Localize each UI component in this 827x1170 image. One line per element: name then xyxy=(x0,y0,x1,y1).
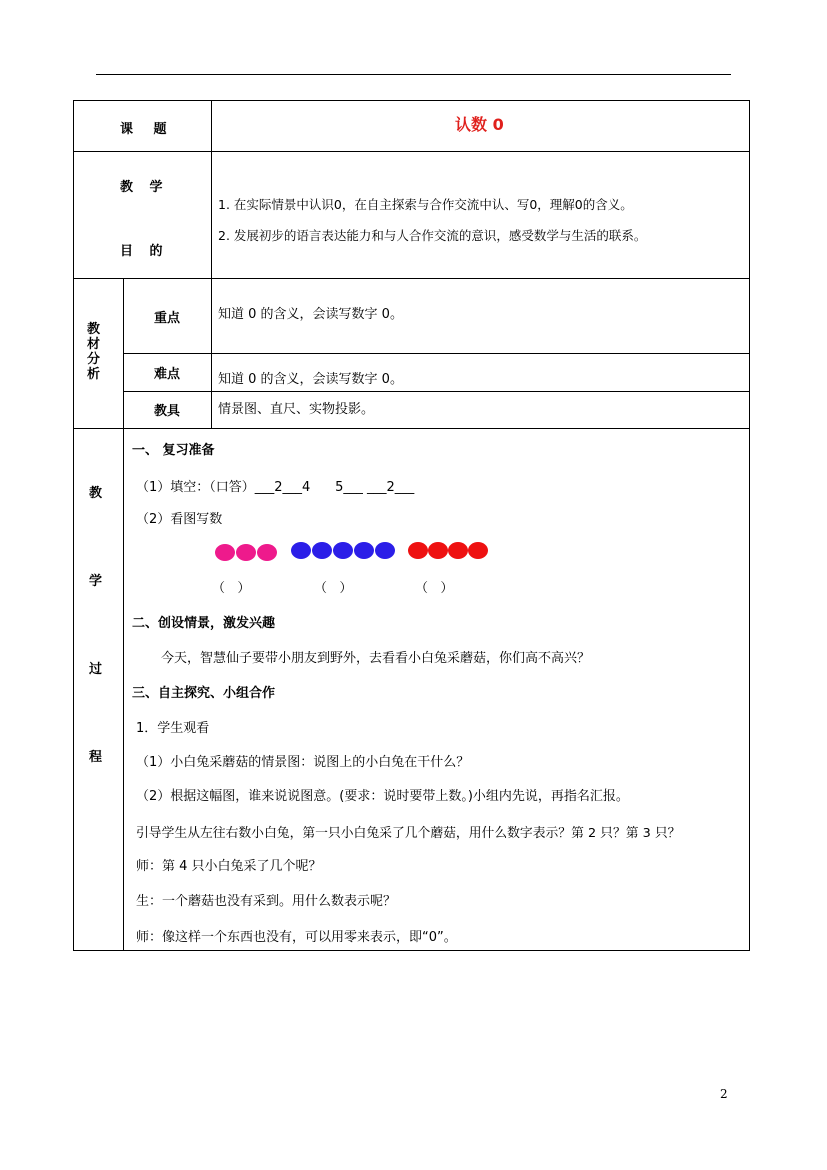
process-line: 师：第 4 只小白兔采了几个呢？ xyxy=(136,859,322,874)
process-line: （1）小白兔采蘑菇的情景图：说图上的小白兔在干什么？ xyxy=(136,755,470,770)
table-col-divider xyxy=(123,278,124,951)
difficulty-text: 知道 0 的含义，会读写数字 0。 xyxy=(218,372,403,387)
analysis-label: 教材分析 xyxy=(87,322,101,382)
red-dot xyxy=(408,542,428,559)
pink-dot xyxy=(215,544,235,561)
section-3-title: 三、自主探究、小组合作 xyxy=(132,686,276,701)
key-point-label: 重点 xyxy=(154,311,181,326)
table-row-divider xyxy=(73,428,749,429)
tools-text: 情景图、直尺、实物投影。 xyxy=(218,402,375,417)
process-line: 1．学生观看 xyxy=(136,721,210,736)
blue-dot xyxy=(312,542,332,559)
process-line: 生：一个蘑菇也没有采到。用什么数表示呢？ xyxy=(136,894,397,909)
blue-dot xyxy=(333,542,353,559)
header-rule xyxy=(96,74,731,75)
process-label-char: 教 xyxy=(89,486,103,501)
process-line: 师：像这样一个东西也没有，可以用零来表示，即“0”。 xyxy=(136,930,457,945)
table-row-divider xyxy=(73,278,749,279)
table-border-bottom xyxy=(73,950,749,951)
difficulty-label: 难点 xyxy=(154,367,181,382)
tools-label: 教具 xyxy=(154,404,181,419)
topic-label: 课 题 xyxy=(120,122,175,137)
goals-label: 目 的 xyxy=(120,244,169,259)
answer-paren: （ ） xyxy=(314,581,353,596)
answer-paren: （ ） xyxy=(415,581,454,596)
goals-label: 教 学 xyxy=(120,180,169,195)
blue-dot xyxy=(375,542,395,559)
table-border-right xyxy=(749,100,750,951)
section-2-text: 今天，智慧仙子要带小朋友到野外，去看看小白兔采蘑菇，你们高不高兴？ xyxy=(161,651,591,666)
table-row-divider xyxy=(123,391,749,392)
table-row-divider xyxy=(123,353,749,354)
process-label-char: 过 xyxy=(89,662,103,677)
section-2-title: 二、创设情景，激发兴趣 xyxy=(132,616,276,631)
see-write-line: （2）看图写数 xyxy=(136,512,223,527)
red-dot xyxy=(448,542,468,559)
blue-dot xyxy=(291,542,311,559)
table-col-divider xyxy=(211,100,212,428)
page-number: 2 xyxy=(720,1087,728,1101)
table-row-divider xyxy=(73,151,749,152)
table-border-left xyxy=(73,100,74,951)
pink-dot xyxy=(236,544,256,561)
process-label-char: 程 xyxy=(89,750,103,765)
red-dot xyxy=(468,542,488,559)
goal-item: 2. 发展初步的语言表达能力和与人合作交流的意识，感受数学与生活的联系。 xyxy=(218,228,647,243)
process-line: 引导学生从左往右数小白兔，第一只小白兔采了几个蘑菇，用什么数字表示？第 2 只？第 3 只？ xyxy=(136,826,681,841)
process-line: （2）根据这幅图，谁来说说图意。(要求：说时要带上数。)小组内先说，再指名汇报。 xyxy=(136,789,629,804)
key-point-text: 知道 0 的含义，会读写数字 0。 xyxy=(218,307,403,322)
section-1-title: 一、 复习准备 xyxy=(132,443,215,458)
process-label-char: 学 xyxy=(89,574,103,589)
blue-dot xyxy=(354,542,374,559)
pink-dot xyxy=(257,544,277,561)
table-border-top xyxy=(73,100,749,101)
page-title: 认数 0 xyxy=(455,115,504,134)
fill-blank-line: （1）填空：（口答）___2___4 5___ ___2___ xyxy=(136,480,415,495)
answer-paren: （ ） xyxy=(212,581,251,596)
red-dot xyxy=(428,542,448,559)
goal-item: 1. 在实际情景中认识0，在自主探索与合作交流中认、写0，理解0的含义。 xyxy=(218,197,633,212)
